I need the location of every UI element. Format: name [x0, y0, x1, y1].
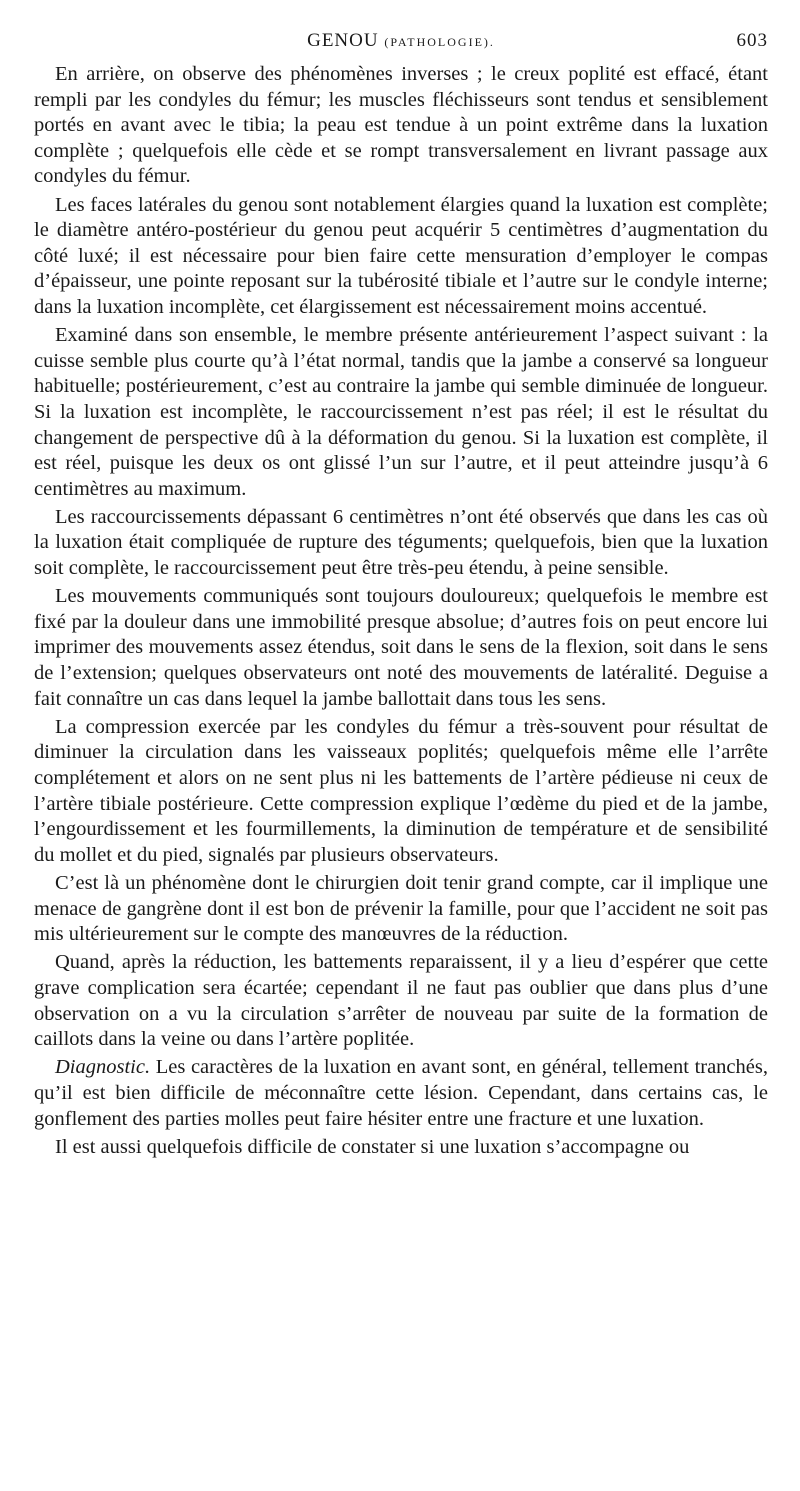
paragraph: Les mouvements communiqués sont toujours douloureux; quelquefois le membre est fixé par la douleur dans une immobilité presque absolue; d’autres fois on peut encore lui imprimer des mouvements assez étendus, soit dans le sens de la flexion, soit dans le sens de l’extension; quelques observateurs ont noté des mouvements de latéralité. Deguise a fait connaître un cas dans lequel la jambe ballottait dans tous les sens.	[34, 585, 768, 710]
paragraph: C’est là un phénomène dont le chirurgien doit tenir grand compte, car il implique une menace de gangrène dont il est bon de prévenir la famille, pour que l’accident ne soit pas mis ultérieurement sur le compte des manœuvres de la réduction.	[34, 871, 768, 946]
running-title-main: GENOU	[307, 30, 379, 51]
page-number: 603	[736, 30, 768, 51]
paragraph: Les faces latérales du genou sont notablement élargies quand la luxation est complète; le diamètre antéro-postérieur du genou peut acquérir 5 centimètres d’augmentation du côté luxé; il est nécessaire pour bien faire cette mensuration d’employer le compas d’épaisseur, une pointe reposant sur la tubérosité tibiale et l’autre sur le condyle interne; dans la luxation incomplète, cet élargissement est nécessairement moins accentué.	[34, 193, 768, 318]
diagnostic-heading: Diagnostic.	[55, 1056, 151, 1079]
running-title-subtitle: (PATHOLOGIE).	[384, 35, 495, 49]
running-header	[34, 30, 768, 56]
paragraph: Il est aussi quelquefois difficile de constater si une luxation s’accompagne ou	[55, 1135, 690, 1158]
paragraph: La compression exercée par les condyles du fémur a très-souvent pour résultat de diminuer la circulation dans les vaisseaux poplités; quelquefois même elle l’arrête complétement et alors on ne sent plus ni les battements de l’artère pédieuse ni ceux de l’artère tibiale postérieure. Cette compression explique l’œdème du pied et de la jambe, l’engourdissement et les fourmillements, la diminution de température et de sensibilité du mollet et du pied, signalés par plusieurs observateurs.	[34, 715, 768, 866]
diagnostic-paragraph	[34, 1055, 768, 1132]
paragraph: Les raccourcissements dépassant 6 centimètres n’ont été observés que dans les cas où la luxation était compliquée de rupture des téguments; quelquefois, bien que la luxation soit complète, le raccourcissement peut être très-peu étendu, à peine sensible.	[34, 505, 768, 580]
paragraph: Examiné dans son ensemble, le membre présente antérieurement l’aspect suivant : la cuisse semble plus courte qu’à l’état normal, tandis que la jambe a conservé sa longueur habituelle; postérieurement, c’est au contraire la jambe qui semble diminuée de longueur. Si la luxation est incomplète, le raccourcissement n’est pas réel; il est le résultat du changement de perspective dû à la déformation du genou. Si la luxation est complète, il est réel, puisque les deux os ont glissé l’un sur l’autre, et il peut atteindre jusqu’à 6 centimètres au maximum.	[34, 324, 768, 500]
body-text	[34, 62, 768, 1160]
paragraph: Quand, après la réduction, les battements reparaissent, il y a lieu d’espérer que cette grave complication sera écartée; cependant il ne faut pas oublier que dans plus d’une observation on a vu la circulation s’arrêter de nouveau par suite de la formation de caillots dans la veine ou dans l’artère poplitée.	[34, 951, 768, 1051]
paragraph: En arrière, on observe des phénomènes inverses ; le creux poplité est effacé, étant rempli par les condyles du fémur; les muscles fléchisseurs sont tendus et sensiblement portés en avant avec le tibia; la peau est tendue à un point extrême dans la luxation complète ; quelquefois elle cède et se rompt transversalement en livrant passage aux condyles du fémur.	[34, 63, 768, 188]
diagnostic-text: Les caractères de la luxation en avant sont, en général, tellement tranchés, qu’il est bien difficile de méconnaître cette lésion. Cependant, dans certains cas, le gonflement des parties molles peut faire hésiter entre une fracture et une luxation.	[34, 1056, 768, 1130]
running-title	[34, 30, 768, 52]
